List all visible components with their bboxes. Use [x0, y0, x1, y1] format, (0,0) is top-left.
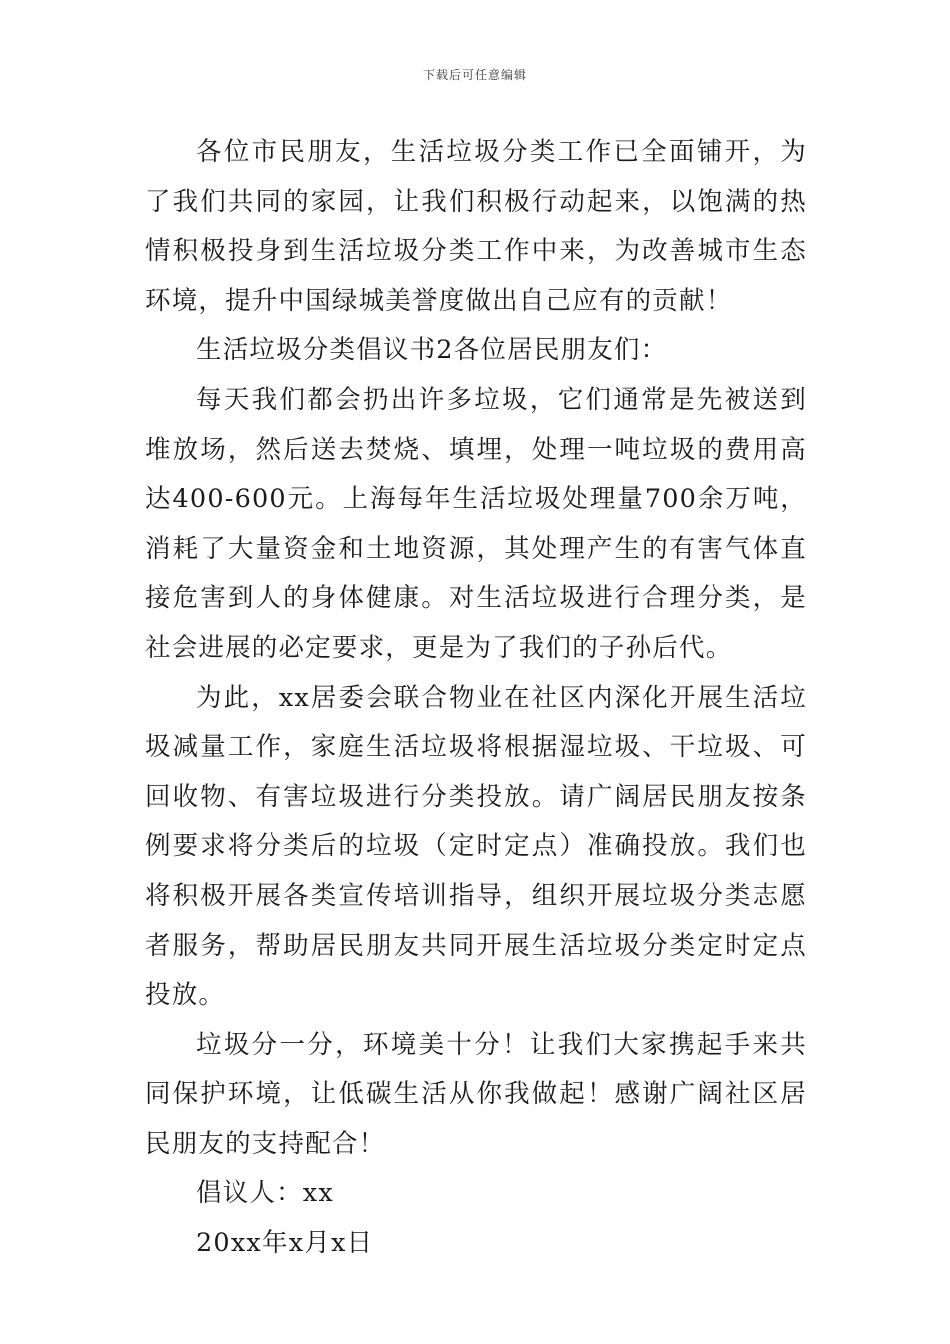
- paragraph-committee-actions: 为此，xx居委会联合物业在社区内深化开展生活垃圾减量工作，家庭生活垃圾将根据湿垃圾、干垃圾、可回收物、有害垃圾进行分类投放。请广阔居民朋友按条例要求将分类后的垃圾（定时定点）准确投放。我们也将积极开展各类宣传培训指导，组织开展垃圾分类志愿者服务，帮助居民朋友共同开展生活垃圾分类定时定点投放。: [145, 682, 807, 1011]
- paragraph-closing-appeal: 各位市民朋友，生活垃圾分类工作已全面铺开，为了我们共同的家园，让我们积极行动起来，以饱满的热情积极投身到生活垃圾分类工作中来，为改善城市生态环境，提升中国绿城美誉度做出自己应有的贡献！: [145, 137, 807, 316]
- paragraph-waste-facts: 每天我们都会扔出许多垃圾，它们通常是先被送到堆放场，然后送去焚烧、填埋，处理一吨垃圾的费用高达400-600元。上海每年生活垃圾处理量700余万吨，消耗了大量资金和土地资源，其处理产生的有害气体直接危害到人的身体健康。对生活垃圾进行合理分类，是社会进展的必定要求，更是为了我们的子孙后代。: [145, 384, 807, 663]
- paragraph-date: 20xx年x月x日: [196, 1228, 374, 1259]
- paragraph-call-to-action: 垃圾分一分，环境美十分！让我们大家携起手来共同保护环境，让低碳生活从你我做起！感谢广阔社区居民朋友的支持配合！: [145, 1029, 807, 1159]
- paragraph-proposal-heading: 生活垃圾分类倡议书2各位居民朋友们：: [196, 335, 668, 366]
- paragraph-signatory: 倡议人：xx: [196, 1178, 334, 1209]
- header-note: 下载后可任意编辑: [422, 68, 527, 82]
- document-body: [145, 128, 807, 1269]
